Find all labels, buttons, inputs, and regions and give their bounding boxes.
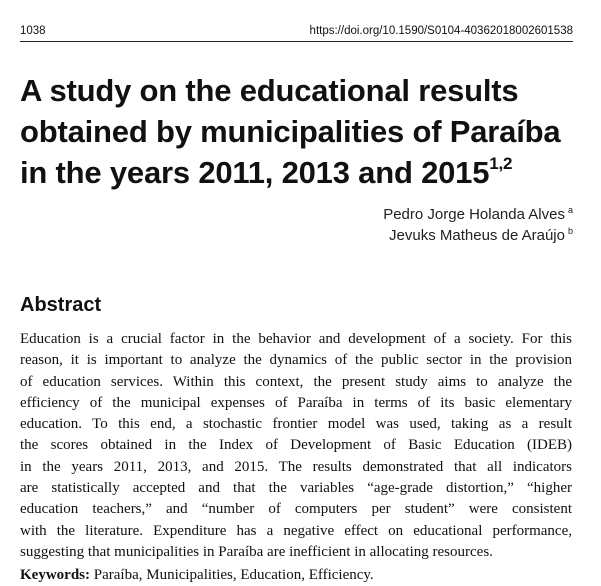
author-name [383, 225, 573, 246]
abstract-line: education. To this end, a stochastic frontier model was used, taking as a result [20, 416, 572, 433]
affiliation-marker[interactable]: b [567, 226, 573, 236]
abstract-line: education teachers,” and “number of computers per student” were consistent [20, 501, 572, 518]
doi-link[interactable]: https://doi.org/10.1590/S0104-40362018002601538 [309, 25, 573, 37]
author-list [383, 204, 573, 246]
page-number: 1038 [20, 25, 46, 37]
title-line [20, 152, 580, 193]
keywords-text: Paraíba, Municipalities, Education, Efficiency. [93, 567, 374, 583]
abstract-line: of education services. Within this context, the present study aims to analyze the [20, 373, 572, 390]
header-divider [20, 41, 573, 42]
author-name-text: Pedro Jorge Holanda Alves [383, 206, 565, 223]
author-name [383, 204, 573, 225]
abstract-heading: Abstract [20, 294, 102, 316]
author-name-text: Jevuks Matheus de Araújo [389, 227, 565, 244]
abstract-body [20, 329, 572, 563]
title-line-text: in the years 2011, 2013 and 2015 [20, 155, 490, 190]
abstract-line: suggesting that municipalities in Paraíba are inefficient in allocating resources. [20, 543, 493, 560]
abstract-line: efficiency of the municipal expenses of Paraíba in terms of its basic elementary [20, 394, 572, 411]
abstract-line: in the years 2011, 2013, and 2015. The results demonstrated that all indicators [20, 458, 572, 475]
running-header [20, 22, 573, 40]
abstract-line: Education is a crucial factor in the behavior and development of a society. For this [20, 331, 572, 347]
abstract-line: are statistically accepted and that the variables “age-grade distortion,” “higher [20, 480, 572, 497]
title-footnote-marker[interactable]: 1,2 [489, 154, 513, 173]
article-title [20, 70, 580, 193]
keywords-label: Keywords: [20, 567, 90, 583]
title-line: obtained by municipalities of Paraíba [20, 114, 561, 149]
keywords [20, 565, 572, 585]
abstract-line: the scores obtained in the Index of Development of Basic Education (IDEB) [20, 437, 572, 454]
title-line: A study on the educational results [20, 73, 519, 108]
abstract-line: with the literature. Expenditure has a negative effect on educational performance, [20, 522, 572, 539]
affiliation-marker[interactable]: a [567, 205, 573, 215]
abstract-line: reason, it is important to analyze the dynamics of the public sector in the provision [20, 352, 572, 369]
